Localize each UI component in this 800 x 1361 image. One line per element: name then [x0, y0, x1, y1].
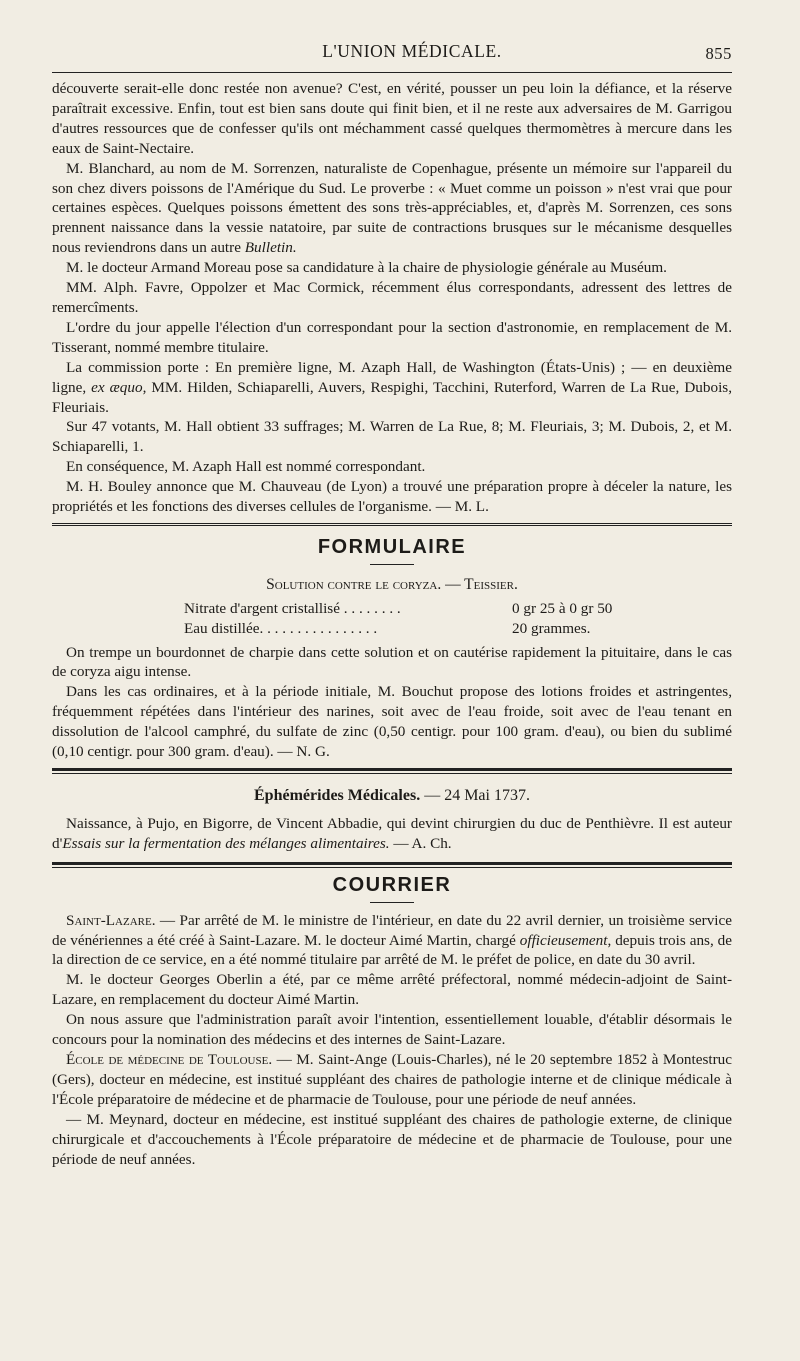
- header-rule: [52, 72, 732, 73]
- paragraph: Saint-Lazare. — Par arrêté de M. le ministre de l'intérieur, en date du 22 avril dernier, un troisième service de vénériennes a été créé à Saint-Lazare. M. le docteur Aimé Martin, chargé officieusement, depuis trois ans, de la direction de ce service, en a été nommé titulaire par arrêté de M. le préfet de police, en date du 30 avril.: [52, 911, 733, 969]
- formulaire-heading: FORMULAIRE: [317, 535, 467, 558]
- running-head: [52, 42, 732, 70]
- recipe-row: Nitrate d'argent cristallisé . . . . . . . . 0 gr 25 à 0 gr 50: [184, 599, 613, 617]
- journal-title: L'UNION MÉDICALE.: [322, 41, 502, 61]
- journal-page: [52, 0, 732, 1169]
- paragraph: Naissance, à Pujo, en Bigorre, de Vincent Abbadie, qui devint chirurgien du duc de Penthièvre. Il est auteur d'Essais sur la fermentation des mélanges alimentaires. — A. Ch.: [52, 814, 732, 852]
- paragraph: M. le docteur Georges Oberlin a été, par ce même arrêté préfectoral, nommé médecin-adjoint de Saint-Lazare, en remplacement du docteur Aimé Martin.: [52, 971, 732, 1009]
- paragraph: — M. Meynard, docteur en médecine, est institué suppléant des chaires de pathologie externe, de clinique chirurgicale et d'accouchements à l'École préparatoire de médecine et de pharmacie de Toulouse, pour une période de neuf années.: [52, 1110, 732, 1168]
- paragraph: MM. Alph. Favre, Oppolzer et Mac Cormick, récemment élus correspondants, adressent des lettres de remercîments.: [52, 279, 732, 316]
- paragraph: On trempe un bourdonnet de charpie dans cette solution et on cautérise rapidement la pituitaire, dans le cas de coryza aigu intense.: [52, 643, 732, 681]
- paragraph: On nous assure que l'administration paraît avoir l'intention, essentiellement louable, d'établir désormais le concours pour la nomination des médecins et des internes de Saint-Lazare.: [52, 1011, 732, 1049]
- paragraph: découverte serait-elle donc restée non avenue? C'est, en vérité, pousser un peu loin la défiance, et la réserve paraîtrait excessive. Enfin, tout est bien sans doute qui finit bien, et il ne reste aux adversaires de M. Garrigou d'autres ressources que de confesser qu'ils ont méchamment cassé quelques thermomètres à mercure dans les eaux de Saint-Nectaire.: [52, 80, 732, 157]
- paragraph: École de médecine de Toulouse. — M. Saint-Ange (Louis-Charles), né le 20 septembre 1852 à Montestruc (Gers), docteur en médecine, est institué suppléant des chaires de pathologie interne et de clinique médicale à l'École préparatoire de médecine et de pharmacie de Toulouse, pour une période de neuf années.: [52, 1050, 732, 1108]
- paragraph: Dans les cas ordinaires, et à la période initiale, M. Bouchut propose des lotions froides et astringentes, fréquemment répétées dans l'intérieur des narines, soit avec de l'eau froide, soit avec de l'eau tenant en dissolution de l'alcool camphré, du sulfate de zinc (0,50 centigr. pour 100 gram. d'eau), ou bien du sublimé (0,10 centigr. pour 300 gram. d'eau). — N. G.: [52, 683, 732, 761]
- bulletin-italic: Bulletin.: [244, 239, 297, 257]
- paragraph: M. H. Bouley annonce que M. Chauveau (de Lyon) a trouvé une préparation propre à déceler la nature, les propriétés et les fonctions des diverses cellules de l'organisme. — M. L.: [52, 478, 732, 516]
- courrier-heading: COURRIER: [332, 873, 452, 896]
- section-rule: [52, 768, 732, 774]
- recipe-row: Eau distillée. . . . . . . . . . . . . . . . 20 grammes.: [184, 619, 591, 637]
- paragraph: La commission porte : En première ligne, M. Azaph Hall, de Washington (États-Unis) ; — en deuxième ligne, ex æquo, MM. Hilden, Schiaparelli, Auvers, Respighi, Tacchini, Ruterford, Warren de La Rue, Dubois, Fleuriais.: [52, 358, 732, 416]
- section-rule: [52, 523, 732, 526]
- paragraph: L'ordre du jour appelle l'élection d'un correspondant pour la section d'astronomie, en remplacement de M. Tisserant, nommé membre titulaire.: [52, 318, 732, 356]
- page-number: 855: [705, 44, 732, 63]
- paragraph: Sur 47 votants, M. Hall obtient 33 suffrages; M. Warren de La Rue, 8; M. Fleuriais, 3; M. Dubois, 2, et M. Schiaparelli, 1.: [52, 418, 732, 456]
- ephemerides-heading: Éphémérides Médicales. — 24 Mai 1737.: [254, 787, 530, 804]
- small-rule: [370, 564, 414, 565]
- small-rule: [370, 902, 414, 903]
- paragraph: En conséquence, M. Azaph Hall est nommé correspondant.: [66, 458, 426, 476]
- paragraph: M. le docteur Armand Moreau pose sa candidature à la chaire de physiologie générale au Muséum.: [66, 259, 667, 277]
- section-rule: [52, 862, 732, 868]
- recipe-table: [184, 599, 654, 639]
- formula-subtitle: Solution contre le coryza. — Teissier.: [266, 575, 518, 593]
- paragraph: M. Blanchard, au nom de M. Sorrenzen, naturaliste de Copenhague, présente un mémoire sur l'appareil du son chez divers poissons de l'Amérique du Sud. Le proverbe : « Muet comme un poisson » n'est vrai que pour certaines espèces. Quelques poissons émettent des sons très-appréciables, et, d'après M. Sorrenzen, ces sons prennent naissance dans la vessie natatoire, par suite de contractions brusques sur le mécanisme desquelles nous reviendrons dans un autre Bulletin.: [52, 159, 732, 257]
